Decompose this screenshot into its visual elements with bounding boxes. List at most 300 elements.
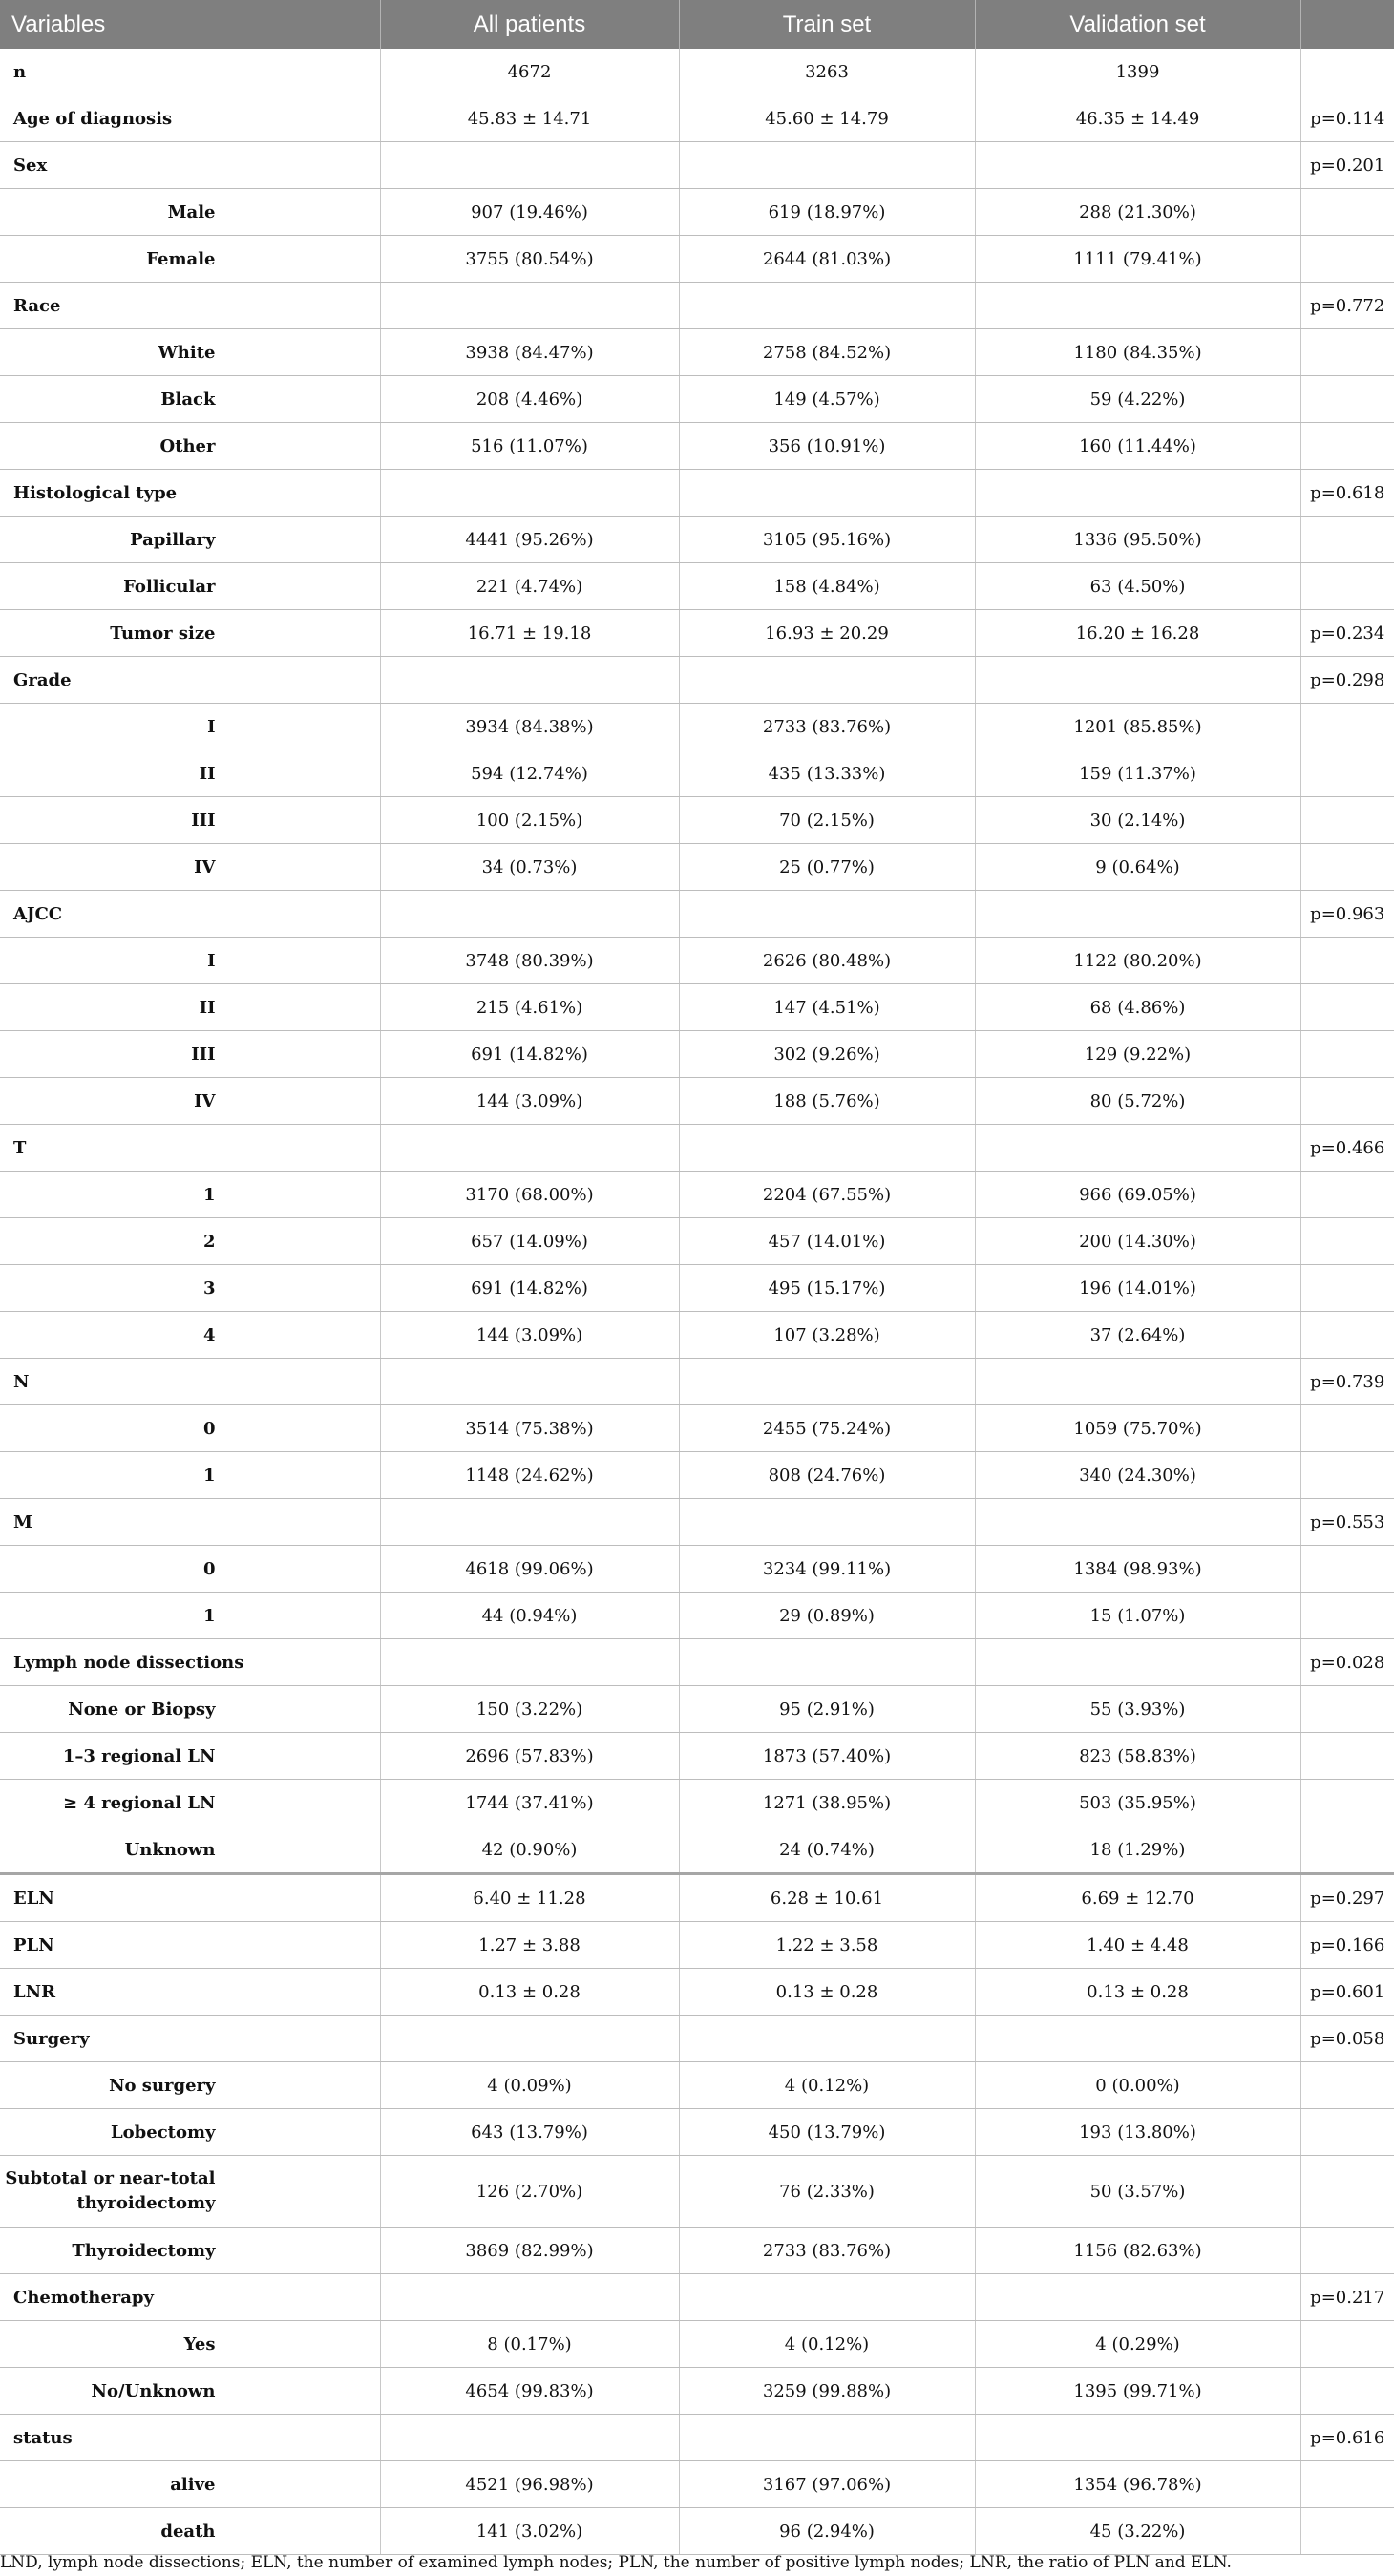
train-set-value [679, 142, 975, 189]
train-set-value: 3234 (99.11%) [679, 1546, 975, 1593]
table-row [0, 1405, 1394, 1452]
all-patients-value: 3869 (82.99%) [380, 2228, 679, 2274]
all-patients-value: 8 (0.17%) [380, 2321, 679, 2368]
train-set-value: 2644 (81.03%) [679, 236, 975, 283]
row-label: Female [0, 236, 380, 283]
p-value [1300, 1218, 1394, 1265]
row-label: Lymph node dissections [0, 1639, 380, 1686]
validation-set-value [975, 283, 1300, 329]
validation-set-value: 200 (14.30%) [975, 1218, 1300, 1265]
table-row [0, 2368, 1394, 2415]
train-set-value: 1873 (57.40%) [679, 1733, 975, 1780]
validation-set-value: 823 (58.83%) [975, 1733, 1300, 1780]
p-value [1300, 376, 1394, 423]
table-row [0, 1546, 1394, 1593]
p-value: p=0.466 [1300, 1125, 1394, 1172]
validation-set-value: 966 (69.05%) [975, 1172, 1300, 1218]
p-value [1300, 1405, 1394, 1452]
row-label: I [0, 938, 380, 984]
all-patients-value: 3514 (75.38%) [380, 1405, 679, 1452]
train-set-value: 25 (0.77%) [679, 844, 975, 891]
all-patients-value: 150 (3.22%) [380, 1686, 679, 1733]
table-row [0, 423, 1394, 470]
row-label: LNR [0, 1969, 380, 2016]
table-body [0, 49, 1394, 2555]
table-row [0, 470, 1394, 517]
table-row [0, 2508, 1394, 2555]
row-label: Other [0, 423, 380, 470]
table-row [0, 704, 1394, 750]
all-patients-value: 44 (0.94%) [380, 1593, 679, 1639]
train-set-value: 70 (2.15%) [679, 797, 975, 844]
p-value [1300, 1452, 1394, 1499]
p-value [1300, 1780, 1394, 1826]
train-set-value: 3259 (99.88%) [679, 2368, 975, 2415]
table-row [0, 517, 1394, 563]
row-label: 0 [0, 1546, 380, 1593]
row-label: M [0, 1499, 380, 1546]
table-row [0, 610, 1394, 657]
p-value [1300, 1078, 1394, 1125]
train-set-value: 6.28 ± 10.61 [679, 1874, 975, 1922]
table-row [0, 2109, 1394, 2156]
train-set-value: 149 (4.57%) [679, 376, 975, 423]
p-value: p=0.114 [1300, 95, 1394, 142]
train-set-value [679, 657, 975, 704]
row-label: Follicular [0, 563, 380, 610]
p-value: p=0.297 [1300, 1874, 1394, 1922]
row-label: n [0, 49, 380, 95]
p-value [1300, 2321, 1394, 2368]
p-value [1300, 189, 1394, 236]
train-set-value: 95 (2.91%) [679, 1686, 975, 1733]
table-row [0, 844, 1394, 891]
all-patients-value: 16.71 ± 19.18 [380, 610, 679, 657]
validation-set-value [975, 2016, 1300, 2062]
row-label: N [0, 1359, 380, 1405]
row-label: death [0, 2508, 380, 2555]
row-label: IV [0, 844, 380, 891]
table-row [0, 142, 1394, 189]
row-label: III [0, 797, 380, 844]
row-label: Thyroidectomy [0, 2228, 380, 2274]
table-row [0, 1499, 1394, 1546]
train-set-value: 147 (4.51%) [679, 984, 975, 1031]
table-row [0, 1359, 1394, 1405]
table-row [0, 797, 1394, 844]
validation-set-value [975, 1499, 1300, 1546]
p-value: p=0.618 [1300, 470, 1394, 517]
row-label: 1 [0, 1593, 380, 1639]
train-set-value: 3167 (97.06%) [679, 2461, 975, 2508]
table-row [0, 283, 1394, 329]
table-row [0, 1686, 1394, 1733]
p-value [1300, 797, 1394, 844]
row-label: Black [0, 376, 380, 423]
train-set-value: 2758 (84.52%) [679, 329, 975, 376]
train-set-value [679, 2016, 975, 2062]
p-value [1300, 329, 1394, 376]
train-set-value [679, 2415, 975, 2461]
table-row [0, 2156, 1394, 2228]
table-row [0, 2062, 1394, 2109]
p-value [1300, 844, 1394, 891]
validation-set-value [975, 142, 1300, 189]
p-value: p=0.201 [1300, 142, 1394, 189]
validation-set-value: 288 (21.30%) [975, 189, 1300, 236]
validation-set-value [975, 657, 1300, 704]
validation-set-value: 1122 (80.20%) [975, 938, 1300, 984]
train-set-value: 45.60 ± 14.79 [679, 95, 975, 142]
train-set-value: 4 (0.12%) [679, 2062, 975, 2109]
row-label: 1 [0, 1452, 380, 1499]
all-patients-value: 3755 (80.54%) [380, 236, 679, 283]
p-value [1300, 2156, 1394, 2228]
train-set-value [679, 891, 975, 938]
validation-set-value: 129 (9.22%) [975, 1031, 1300, 1078]
row-label: Unknown [0, 1826, 380, 1874]
row-label: Chemotherapy [0, 2274, 380, 2321]
validation-set-value: 1156 (82.63%) [975, 2228, 1300, 2274]
train-set-value: 302 (9.26%) [679, 1031, 975, 1078]
train-set-value [679, 283, 975, 329]
validation-set-value: 1354 (96.78%) [975, 2461, 1300, 2508]
table-row [0, 1780, 1394, 1826]
train-set-value: 0.13 ± 0.28 [679, 1969, 975, 2016]
validation-set-value: 0 (0.00%) [975, 2062, 1300, 2109]
validation-set-value: 1201 (85.85%) [975, 704, 1300, 750]
validation-set-value [975, 2415, 1300, 2461]
train-set-value [679, 1359, 975, 1405]
p-value [1300, 938, 1394, 984]
all-patients-value: 643 (13.79%) [380, 2109, 679, 2156]
all-patients-value: 907 (19.46%) [380, 189, 679, 236]
train-set-value: 158 (4.84%) [679, 563, 975, 610]
table-row [0, 563, 1394, 610]
all-patients-value [380, 1639, 679, 1686]
table-row [0, 236, 1394, 283]
row-label: ELN [0, 1874, 380, 1922]
train-set-value: 1.22 ± 3.58 [679, 1922, 975, 1969]
table-row [0, 1733, 1394, 1780]
all-patients-value: 3934 (84.38%) [380, 704, 679, 750]
p-value [1300, 2368, 1394, 2415]
p-value [1300, 236, 1394, 283]
table-row [0, 657, 1394, 704]
all-patients-value: 0.13 ± 0.28 [380, 1969, 679, 2016]
all-patients-value: 3938 (84.47%) [380, 329, 679, 376]
train-set-value: 495 (15.17%) [679, 1265, 975, 1312]
train-set-value [679, 1499, 975, 1546]
all-patients-value: 221 (4.74%) [380, 563, 679, 610]
header-all-patients: All patients [380, 0, 679, 49]
header-variables: Variables [0, 0, 380, 49]
p-value: p=0.058 [1300, 2016, 1394, 2062]
all-patients-value [380, 2274, 679, 2321]
row-label: 2 [0, 1218, 380, 1265]
p-value [1300, 2109, 1394, 2156]
train-set-value: 16.93 ± 20.29 [679, 610, 975, 657]
table-row [0, 1265, 1394, 1312]
row-label: II [0, 750, 380, 797]
validation-set-value: 45 (3.22%) [975, 2508, 1300, 2555]
train-set-value: 96 (2.94%) [679, 2508, 975, 2555]
train-set-value: 457 (14.01%) [679, 1218, 975, 1265]
row-label: 4 [0, 1312, 380, 1359]
train-set-value: 107 (3.28%) [679, 1312, 975, 1359]
all-patients-value: 208 (4.46%) [380, 376, 679, 423]
p-value: p=0.298 [1300, 657, 1394, 704]
row-label: Lobectomy [0, 2109, 380, 2156]
p-value [1300, 1172, 1394, 1218]
validation-set-value: 6.69 ± 12.70 [975, 1874, 1300, 1922]
row-label: status [0, 2415, 380, 2461]
all-patients-value [380, 142, 679, 189]
train-set-value: 808 (24.76%) [679, 1452, 975, 1499]
all-patients-value: 215 (4.61%) [380, 984, 679, 1031]
validation-set-value: 37 (2.64%) [975, 1312, 1300, 1359]
row-label: 0 [0, 1405, 380, 1452]
all-patients-value: 144 (3.09%) [380, 1078, 679, 1125]
train-set-value: 188 (5.76%) [679, 1078, 975, 1125]
train-set-value: 76 (2.33%) [679, 2156, 975, 2228]
table-row [0, 2461, 1394, 2508]
p-value: p=0.963 [1300, 891, 1394, 938]
p-value [1300, 517, 1394, 563]
validation-set-value [975, 891, 1300, 938]
all-patients-value: 3748 (80.39%) [380, 938, 679, 984]
table-row [0, 1969, 1394, 2016]
table-row [0, 2274, 1394, 2321]
all-patients-value: 34 (0.73%) [380, 844, 679, 891]
all-patients-value: 42 (0.90%) [380, 1826, 679, 1874]
table-row [0, 189, 1394, 236]
row-label: Race [0, 283, 380, 329]
all-patients-value: 100 (2.15%) [380, 797, 679, 844]
row-label: Yes [0, 2321, 380, 2368]
table-row [0, 376, 1394, 423]
table-row [0, 2415, 1394, 2461]
validation-set-value [975, 1125, 1300, 1172]
p-value: p=0.739 [1300, 1359, 1394, 1405]
validation-set-value [975, 470, 1300, 517]
header-train-set: Train set [679, 0, 975, 49]
validation-set-value [975, 1359, 1300, 1405]
table-row [0, 1125, 1394, 1172]
validation-set-value: 1399 [975, 49, 1300, 95]
row-label: PLN [0, 1922, 380, 1969]
p-value: p=0.028 [1300, 1639, 1394, 1686]
all-patients-value [380, 1359, 679, 1405]
validation-set-value: 1180 (84.35%) [975, 329, 1300, 376]
header-p-value [1300, 0, 1394, 49]
validation-set-value: 15 (1.07%) [975, 1593, 1300, 1639]
all-patients-value [380, 283, 679, 329]
row-label: None or Biopsy [0, 1686, 380, 1733]
table-row [0, 750, 1394, 797]
row-label: Sex [0, 142, 380, 189]
all-patients-value: 6.40 ± 11.28 [380, 1874, 679, 1922]
table-row [0, 1031, 1394, 1078]
train-set-value: 4 (0.12%) [679, 2321, 975, 2368]
validation-set-value: 55 (3.93%) [975, 1686, 1300, 1733]
p-value: p=0.601 [1300, 1969, 1394, 2016]
table-row [0, 2228, 1394, 2274]
all-patients-value: 144 (3.09%) [380, 1312, 679, 1359]
validation-set-value: 503 (35.95%) [975, 1780, 1300, 1826]
all-patients-value: 4672 [380, 49, 679, 95]
p-value [1300, 1265, 1394, 1312]
p-value [1300, 1686, 1394, 1733]
p-value [1300, 423, 1394, 470]
row-label: III [0, 1031, 380, 1078]
train-set-value: 2455 (75.24%) [679, 1405, 975, 1452]
p-value [1300, 2062, 1394, 2109]
train-set-value: 3105 (95.16%) [679, 517, 975, 563]
train-set-value: 2733 (83.76%) [679, 2228, 975, 2274]
all-patients-value: 4521 (96.98%) [380, 2461, 679, 2508]
train-set-value: 24 (0.74%) [679, 1826, 975, 1874]
validation-set-value: 1059 (75.70%) [975, 1405, 1300, 1452]
table-row [0, 1593, 1394, 1639]
all-patients-value: 691 (14.82%) [380, 1031, 679, 1078]
train-set-value: 450 (13.79%) [679, 2109, 975, 2156]
all-patients-value: 3170 (68.00%) [380, 1172, 679, 1218]
row-label: White [0, 329, 380, 376]
table-row [0, 2016, 1394, 2062]
p-value: p=0.553 [1300, 1499, 1394, 1546]
validation-set-value: 193 (13.80%) [975, 2109, 1300, 2156]
validation-set-value: 30 (2.14%) [975, 797, 1300, 844]
train-set-value [679, 1125, 975, 1172]
validation-set-value: 46.35 ± 14.49 [975, 95, 1300, 142]
p-value [1300, 2461, 1394, 2508]
p-value [1300, 1546, 1394, 1593]
table-row [0, 95, 1394, 142]
p-value [1300, 563, 1394, 610]
validation-set-value [975, 2274, 1300, 2321]
row-label: AJCC [0, 891, 380, 938]
p-value [1300, 984, 1394, 1031]
p-value [1300, 1031, 1394, 1078]
table-row [0, 1826, 1394, 1874]
table-header [0, 0, 1394, 49]
row-label: No/Unknown [0, 2368, 380, 2415]
validation-set-value: 159 (11.37%) [975, 750, 1300, 797]
validation-set-value: 68 (4.86%) [975, 984, 1300, 1031]
train-set-value [679, 1639, 975, 1686]
header-row [0, 0, 1394, 49]
all-patients-value: 4654 (99.83%) [380, 2368, 679, 2415]
train-set-value: 435 (13.33%) [679, 750, 975, 797]
row-label: I [0, 704, 380, 750]
p-value: p=0.217 [1300, 2274, 1394, 2321]
row-label: Age of diagnosis [0, 95, 380, 142]
row-label: alive [0, 2461, 380, 2508]
table-row [0, 938, 1394, 984]
row-label: Papillary [0, 517, 380, 563]
all-patients-value: 4 (0.09%) [380, 2062, 679, 2109]
row-label: Tumor size [0, 610, 380, 657]
validation-set-value: 1336 (95.50%) [975, 517, 1300, 563]
p-value [1300, 1593, 1394, 1639]
all-patients-value: 1744 (37.41%) [380, 1780, 679, 1826]
train-set-value: 356 (10.91%) [679, 423, 975, 470]
all-patients-value [380, 657, 679, 704]
all-patients-value: 45.83 ± 14.71 [380, 95, 679, 142]
validation-set-value: 16.20 ± 16.28 [975, 610, 1300, 657]
row-label: Grade [0, 657, 380, 704]
all-patients-value: 657 (14.09%) [380, 1218, 679, 1265]
validation-set-value: 63 (4.50%) [975, 563, 1300, 610]
all-patients-value: 1148 (24.62%) [380, 1452, 679, 1499]
validation-set-value: 18 (1.29%) [975, 1826, 1300, 1874]
row-label: Histological type [0, 470, 380, 517]
row-label: 3 [0, 1265, 380, 1312]
p-value [1300, 49, 1394, 95]
p-value [1300, 1733, 1394, 1780]
train-set-value: 29 (0.89%) [679, 1593, 975, 1639]
table-row [0, 329, 1394, 376]
all-patients-value [380, 2016, 679, 2062]
train-set-value: 2733 (83.76%) [679, 704, 975, 750]
row-label: No surgery [0, 2062, 380, 2109]
validation-set-value: 1111 (79.41%) [975, 236, 1300, 283]
all-patients-value: 2696 (57.83%) [380, 1733, 679, 1780]
row-label: 1 [0, 1172, 380, 1218]
all-patients-value: 691 (14.82%) [380, 1265, 679, 1312]
table-row [0, 1922, 1394, 1969]
row-label: T [0, 1125, 380, 1172]
table-row [0, 1452, 1394, 1499]
validation-set-value: 1395 (99.71%) [975, 2368, 1300, 2415]
validation-set-value: 0.13 ± 0.28 [975, 1969, 1300, 2016]
row-label: IV [0, 1078, 380, 1125]
p-value [1300, 1826, 1394, 1874]
all-patients-value [380, 1499, 679, 1546]
validation-set-value: 80 (5.72%) [975, 1078, 1300, 1125]
table-row [0, 984, 1394, 1031]
header-validation-set: Validation set [975, 0, 1300, 49]
validation-set-value: 4 (0.29%) [975, 2321, 1300, 2368]
table-row [0, 1874, 1394, 1922]
all-patients-value: 141 (3.02%) [380, 2508, 679, 2555]
p-value: p=0.166 [1300, 1922, 1394, 1969]
p-value [1300, 750, 1394, 797]
p-value: p=0.234 [1300, 610, 1394, 657]
all-patients-value [380, 470, 679, 517]
row-label: 1–3 regional LN [0, 1733, 380, 1780]
all-patients-value [380, 1125, 679, 1172]
all-patients-value [380, 2415, 679, 2461]
validation-set-value: 160 (11.44%) [975, 423, 1300, 470]
p-value: p=0.772 [1300, 283, 1394, 329]
train-set-value: 619 (18.97%) [679, 189, 975, 236]
table-row [0, 2321, 1394, 2368]
train-set-value: 2626 (80.48%) [679, 938, 975, 984]
all-patients-value: 516 (11.07%) [380, 423, 679, 470]
row-label: Male [0, 189, 380, 236]
train-set-value [679, 470, 975, 517]
all-patients-value: 1.27 ± 3.88 [380, 1922, 679, 1969]
train-set-value: 2204 (67.55%) [679, 1172, 975, 1218]
p-value [1300, 1312, 1394, 1359]
table-row [0, 1312, 1394, 1359]
p-value [1300, 2508, 1394, 2555]
all-patients-value [380, 891, 679, 938]
row-label: ≥ 4 regional LN [0, 1780, 380, 1826]
p-value [1300, 2228, 1394, 2274]
